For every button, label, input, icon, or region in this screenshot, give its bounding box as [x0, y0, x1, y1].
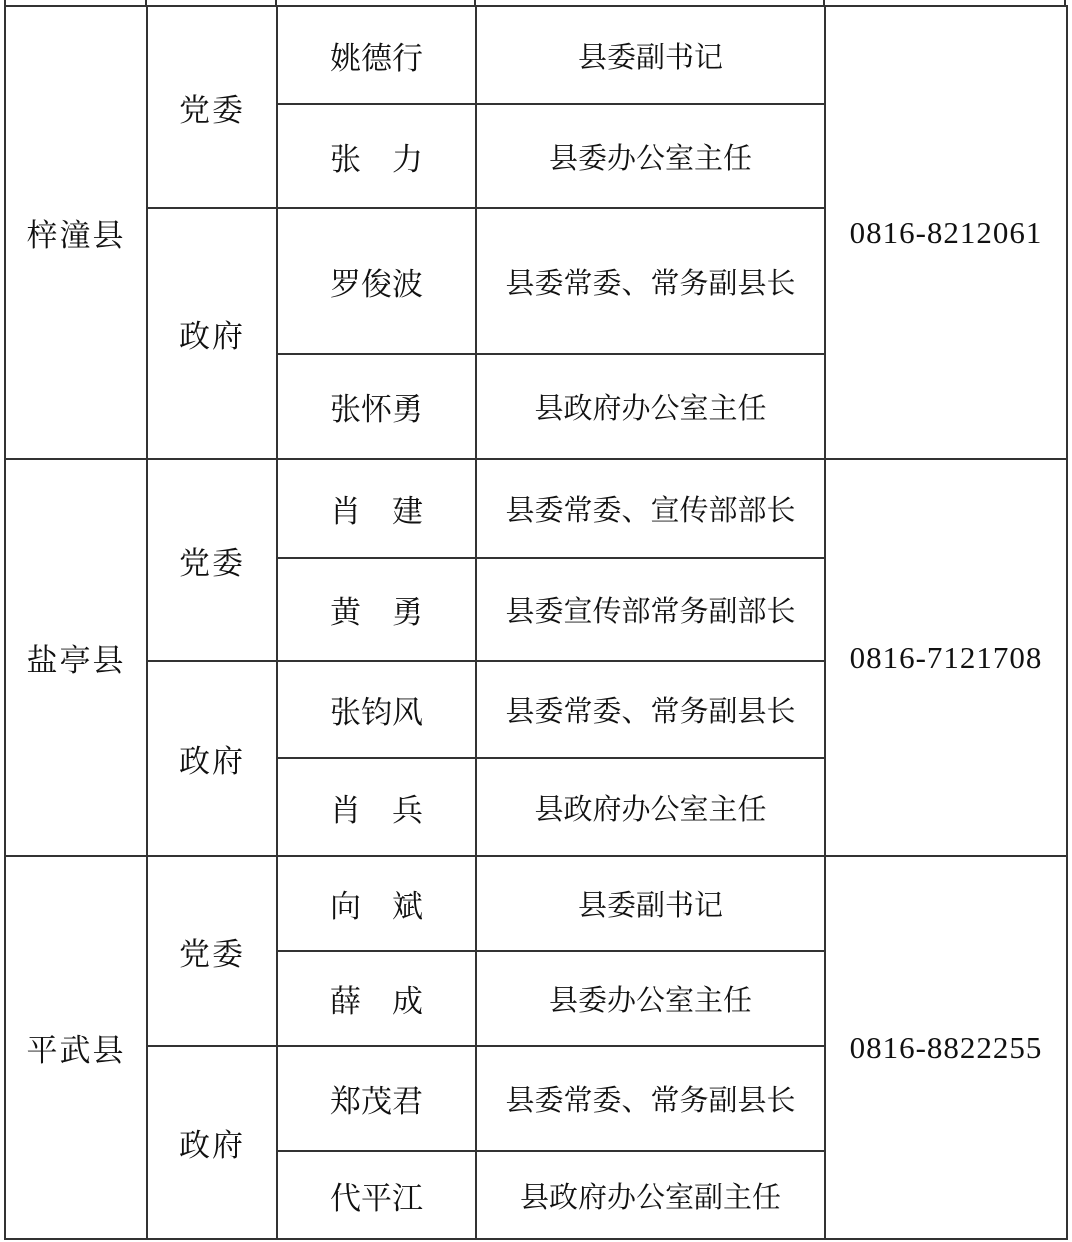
table-row [5, 459, 1067, 558]
group-cell-party: 党委 [147, 6, 277, 208]
name-cell: 代平江 [277, 1151, 476, 1239]
name-cell: 黄 勇 [277, 558, 476, 661]
name-cell: 肖 兵 [277, 758, 476, 856]
name-cell: 肖 建 [277, 459, 476, 558]
title-cell: 县委办公室主任 [476, 951, 825, 1046]
phone-cell: 0816-8212061 [825, 6, 1067, 459]
phone-cell: 0816-7121708 [825, 459, 1067, 856]
name-cell: 张钧风 [277, 661, 476, 758]
table-row [5, 6, 1067, 104]
name-cell: 罗俊波 [277, 208, 476, 354]
name-cell: 张怀勇 [277, 354, 476, 459]
name-cell: 姚德行 [277, 6, 476, 104]
group-cell-government: 政府 [147, 208, 277, 459]
title-cell: 县委常委、常务副县长 [476, 208, 825, 354]
title-cell: 县委常委、常务副县长 [476, 1046, 825, 1151]
group-cell-government: 政府 [147, 661, 277, 856]
county-cell: 梓潼县 [5, 6, 147, 459]
title-cell: 县委常委、宣传部部长 [476, 459, 825, 558]
title-cell: 县委副书记 [476, 6, 825, 104]
table-row [5, 856, 1067, 951]
title-cell: 县政府办公室主任 [476, 354, 825, 459]
contact-table [4, 5, 1068, 1240]
title-cell: 县委宣传部常务副部长 [476, 558, 825, 661]
group-cell-party: 党委 [147, 856, 277, 1046]
county-cell: 盐亭县 [5, 459, 147, 856]
phone-cell: 0816-8822255 [825, 856, 1067, 1239]
county-cell: 平武县 [5, 856, 147, 1239]
title-cell: 县政府办公室主任 [476, 758, 825, 856]
title-cell: 县委办公室主任 [476, 104, 825, 208]
name-cell: 向 斌 [277, 856, 476, 951]
name-cell: 郑茂君 [277, 1046, 476, 1151]
title-cell: 县政府办公室副主任 [476, 1151, 825, 1239]
title-cell: 县委常委、常务副县长 [476, 661, 825, 758]
name-cell: 张 力 [277, 104, 476, 208]
group-cell-government: 政府 [147, 1046, 277, 1239]
name-cell: 薛 成 [277, 951, 476, 1046]
title-cell: 县委副书记 [476, 856, 825, 951]
group-cell-party: 党委 [147, 459, 277, 661]
